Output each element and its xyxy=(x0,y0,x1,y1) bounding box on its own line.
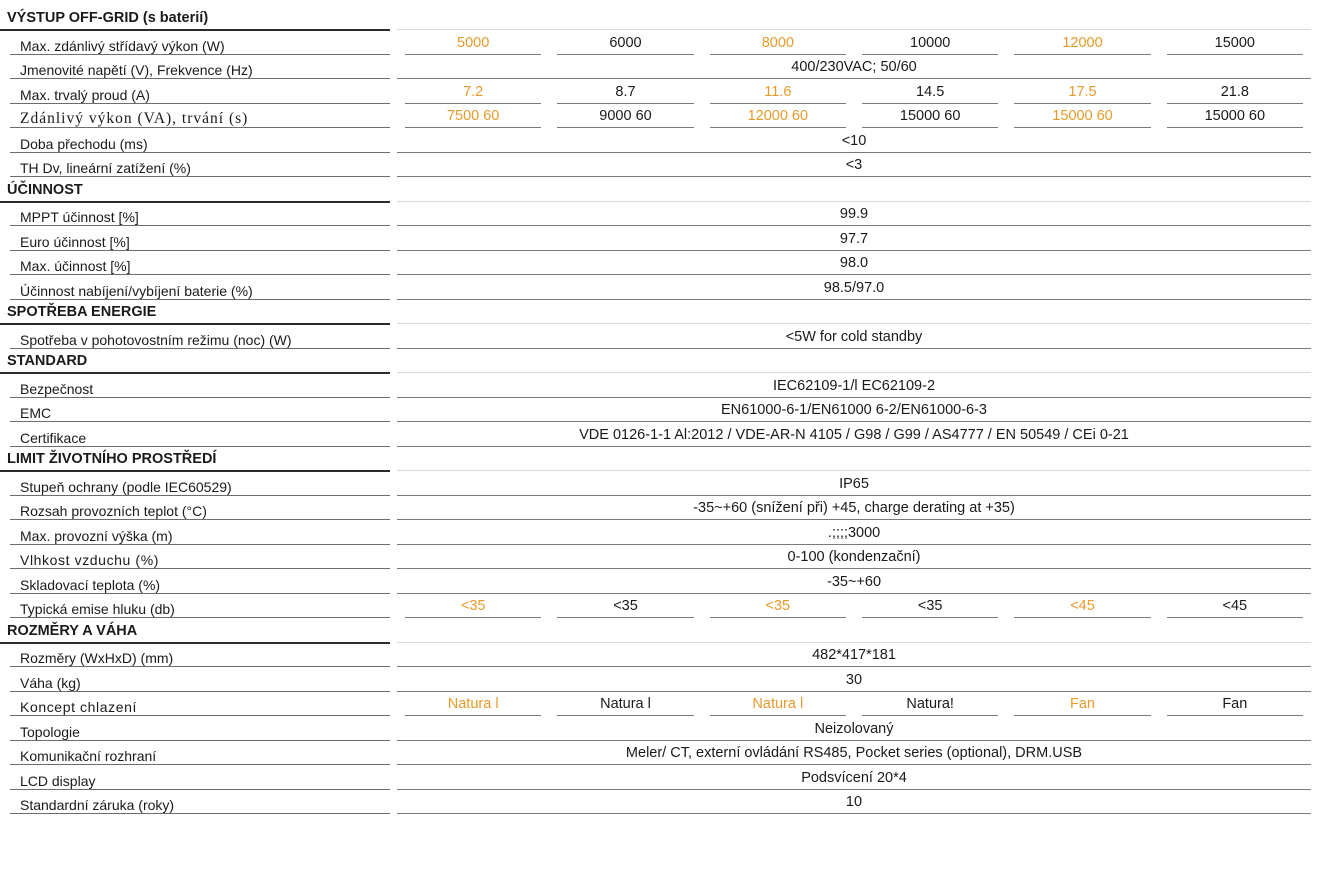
cell-text: 8.7 xyxy=(615,83,636,100)
row-value: 0-100 (kondenzační) xyxy=(787,549,921,565)
row-label: LCD display xyxy=(20,772,96,789)
row-label: Max. trvalý proud (A) xyxy=(20,86,150,103)
section-header xyxy=(0,619,1321,643)
value-cells xyxy=(397,594,1311,618)
table-row xyxy=(0,741,1321,765)
row-value: IP65 xyxy=(839,475,869,492)
row-label: Účinnost nabíjení/vybíjení baterie (%) xyxy=(20,282,253,299)
value-cell xyxy=(1006,104,1158,128)
table-row xyxy=(0,790,1321,814)
value-cell xyxy=(397,80,549,104)
value-cell xyxy=(854,594,1006,618)
row-label: Max. zdánlivý střídavý výkon (W) xyxy=(20,37,225,54)
value-cell xyxy=(854,31,1006,55)
value-cells xyxy=(397,104,1311,128)
table-row xyxy=(0,104,1321,128)
value-cell xyxy=(1006,80,1158,104)
value-cell xyxy=(1159,594,1311,618)
value-rule xyxy=(397,813,1311,814)
row-value: EN61000-6-1/EN61000 6-2/EN61000-6-3 xyxy=(720,402,987,418)
row-label: Jmenovité napětí (V), Frekvence (Hz) xyxy=(20,62,253,78)
cell-text: 7500 60 xyxy=(446,108,500,124)
value-cells xyxy=(397,692,1311,716)
cell-text: Fan xyxy=(1069,696,1095,712)
table-row xyxy=(0,31,1321,55)
cell-text: <45 xyxy=(1222,598,1248,614)
table-row xyxy=(0,227,1321,251)
row-value: -35~+60 (snížení při) +45, charge derating at +35) xyxy=(693,500,1015,516)
section-title: SPOTŘEBA ENERGIE xyxy=(7,304,157,320)
row-label: Váha (kg) xyxy=(20,674,81,691)
row-value: Meler/ CT, externí ovládání RS485, Pocket series (optional), DRM.USB xyxy=(625,745,1083,761)
table-row xyxy=(0,472,1321,496)
cell-text: 9000 60 xyxy=(599,108,652,124)
table-row xyxy=(0,668,1321,692)
table-row xyxy=(0,153,1321,177)
row-label: Topologie xyxy=(20,723,80,740)
value-cell xyxy=(397,104,549,128)
cell-text: 15000 60 xyxy=(1052,108,1113,124)
cell-text: 15000 60 xyxy=(899,108,961,124)
value-cell xyxy=(702,31,854,55)
value-cell xyxy=(1006,31,1158,55)
cell-text: Fan xyxy=(1222,696,1248,712)
table-row xyxy=(0,374,1321,398)
row-value: 30 xyxy=(845,671,863,688)
row-value: <5W for cold standby xyxy=(785,328,923,345)
row-label: Euro účinnost [%] xyxy=(20,233,130,250)
row-label: Vlhkost vzduchu (%) xyxy=(20,552,160,568)
cell-text: 5000 xyxy=(457,34,490,51)
row-value: Podsvícení 20*4 xyxy=(801,769,907,786)
row-value: .;;;;3000 xyxy=(827,524,881,541)
cell-text: Natura! xyxy=(906,696,954,712)
row-label: Koncept chlazení xyxy=(20,699,138,715)
value-cell xyxy=(1159,692,1311,716)
row-label: Max. účinnost [%] xyxy=(20,258,131,274)
row-value: 10 xyxy=(845,794,863,810)
table-row xyxy=(0,129,1321,153)
table-row xyxy=(0,251,1321,275)
section-header xyxy=(0,447,1321,471)
cell-text: 10000 xyxy=(910,34,951,51)
value-cell xyxy=(549,80,701,104)
row-label: Rozsah provozních teplot (°C) xyxy=(20,503,207,519)
cell-text: 15000 xyxy=(1214,34,1255,51)
table-row xyxy=(0,423,1321,447)
table-row xyxy=(0,521,1321,545)
cell-text: 6000 xyxy=(609,34,642,51)
row-value: 482*417*181 xyxy=(812,647,896,663)
section-title: LIMIT ŽIVOTNÍHO PROSTŘEDÍ xyxy=(7,451,217,467)
table-row xyxy=(0,496,1321,520)
section-title: VÝSTUP OFF-GRID (s baterií) xyxy=(7,10,209,26)
value-cell xyxy=(854,104,1006,128)
cell-text: <35 xyxy=(765,598,791,614)
cell-text: 8000 xyxy=(761,34,794,51)
value-cell xyxy=(1159,80,1311,104)
table-row xyxy=(0,643,1321,667)
cell-text: 15000 60 xyxy=(1204,108,1266,124)
cell-text: 11.6 xyxy=(764,83,792,100)
cell-text: 7.2 xyxy=(463,83,484,100)
value-cell xyxy=(549,594,701,618)
cell-text: <45 xyxy=(1070,598,1095,614)
row-label: Max. provozní výška (m) xyxy=(20,527,173,544)
table-row xyxy=(0,766,1321,790)
row-label: Doba přechodu (ms) xyxy=(20,135,148,152)
row-value: 98.5/97.0 xyxy=(823,279,885,296)
cell-text: <35 xyxy=(460,598,486,614)
row-value: <10 xyxy=(841,132,867,149)
row-label: TH Dv, lineární zatížení (%) xyxy=(20,160,191,176)
row-value: 97.7 xyxy=(839,230,869,247)
table-row xyxy=(0,692,1321,716)
row-value: 400/230VAC; 50/60 xyxy=(791,59,917,75)
value-cell xyxy=(397,594,549,618)
value-cell xyxy=(702,104,854,128)
row-value: -35~+60 xyxy=(826,573,882,590)
label-underline xyxy=(10,813,390,814)
row-label: Typická emise hluku (db) xyxy=(20,601,175,617)
value-cells xyxy=(397,31,1311,55)
value-cell xyxy=(702,692,854,716)
row-value: IEC62109-1/l EC62109-2 xyxy=(772,377,936,394)
value-cell xyxy=(549,104,701,128)
cell-text: 21.8 xyxy=(1220,83,1249,100)
value-cell xyxy=(702,594,854,618)
section-title: STANDARD xyxy=(7,353,88,369)
row-label: EMC xyxy=(20,405,52,421)
row-value: <3 xyxy=(845,157,863,173)
row-value: VDE 0126-1-1 Al:2012 / VDE-AR-N 4105 / G98 / G99 / AS4777 / EN 50549 / CEi 0-21 xyxy=(579,426,1129,443)
value-cell xyxy=(854,692,1006,716)
cell-text: <35 xyxy=(613,598,638,614)
section-header xyxy=(0,300,1321,324)
value-cell xyxy=(854,80,1006,104)
row-label: Stupeň ochrany (podle IEC60529) xyxy=(20,478,232,495)
section-header xyxy=(0,6,1321,30)
cell-text: 17.5 xyxy=(1068,83,1097,100)
cell-text: 12000 xyxy=(1062,34,1103,51)
section-title: ÚČINNOST xyxy=(7,181,83,198)
value-cell xyxy=(702,80,854,104)
table-row xyxy=(0,570,1321,594)
value-cell xyxy=(1159,31,1311,55)
cell-text: 12000 60 xyxy=(747,108,809,124)
table-row xyxy=(0,55,1321,79)
value-cell xyxy=(397,31,549,55)
value-cells xyxy=(397,80,1311,104)
section-header xyxy=(0,349,1321,373)
table-row xyxy=(0,717,1321,741)
cell-text: <35 xyxy=(917,598,943,614)
row-value: 99.9 xyxy=(839,206,869,222)
row-value: Neizolovaný xyxy=(814,720,894,737)
cell-text: Natura l xyxy=(752,696,804,712)
table-row xyxy=(0,545,1321,569)
table-row xyxy=(0,325,1321,349)
table-row xyxy=(0,594,1321,618)
row-label: Zdánlivý výkon (VA), trvání (s) xyxy=(20,110,249,127)
table-row xyxy=(0,398,1321,422)
value-cell xyxy=(397,692,549,716)
value-cell xyxy=(549,31,701,55)
value-cell xyxy=(1159,104,1311,128)
table-row xyxy=(0,80,1321,104)
table-row xyxy=(0,276,1321,300)
cell-text: Natura l xyxy=(600,696,651,712)
value-cell xyxy=(1006,692,1158,716)
section-title: ROZMĚRY A VÁHA xyxy=(7,622,138,639)
row-label: Spotřeba v pohotovostním režimu (noc) (W) xyxy=(20,331,292,348)
cell-text: Natura l xyxy=(447,696,499,712)
row-label: Bezpečnost xyxy=(20,380,94,397)
row-label: Skladovací teplota (%) xyxy=(20,576,161,593)
row-value: 98.0 xyxy=(839,255,869,271)
row-label: MPPT účinnost [%] xyxy=(20,209,139,225)
row-label: Certifikace xyxy=(20,429,87,446)
cell-text: 14.5 xyxy=(916,83,945,100)
value-cell xyxy=(1006,594,1158,618)
row-label: Standardní záruka (roky) xyxy=(20,797,175,813)
value-cell xyxy=(549,692,701,716)
table-row xyxy=(0,202,1321,226)
row-label: Rozměry (WxHxD) (mm) xyxy=(20,650,174,666)
row-label: Komunikační rozhraní xyxy=(20,748,157,764)
section-header xyxy=(0,178,1321,202)
